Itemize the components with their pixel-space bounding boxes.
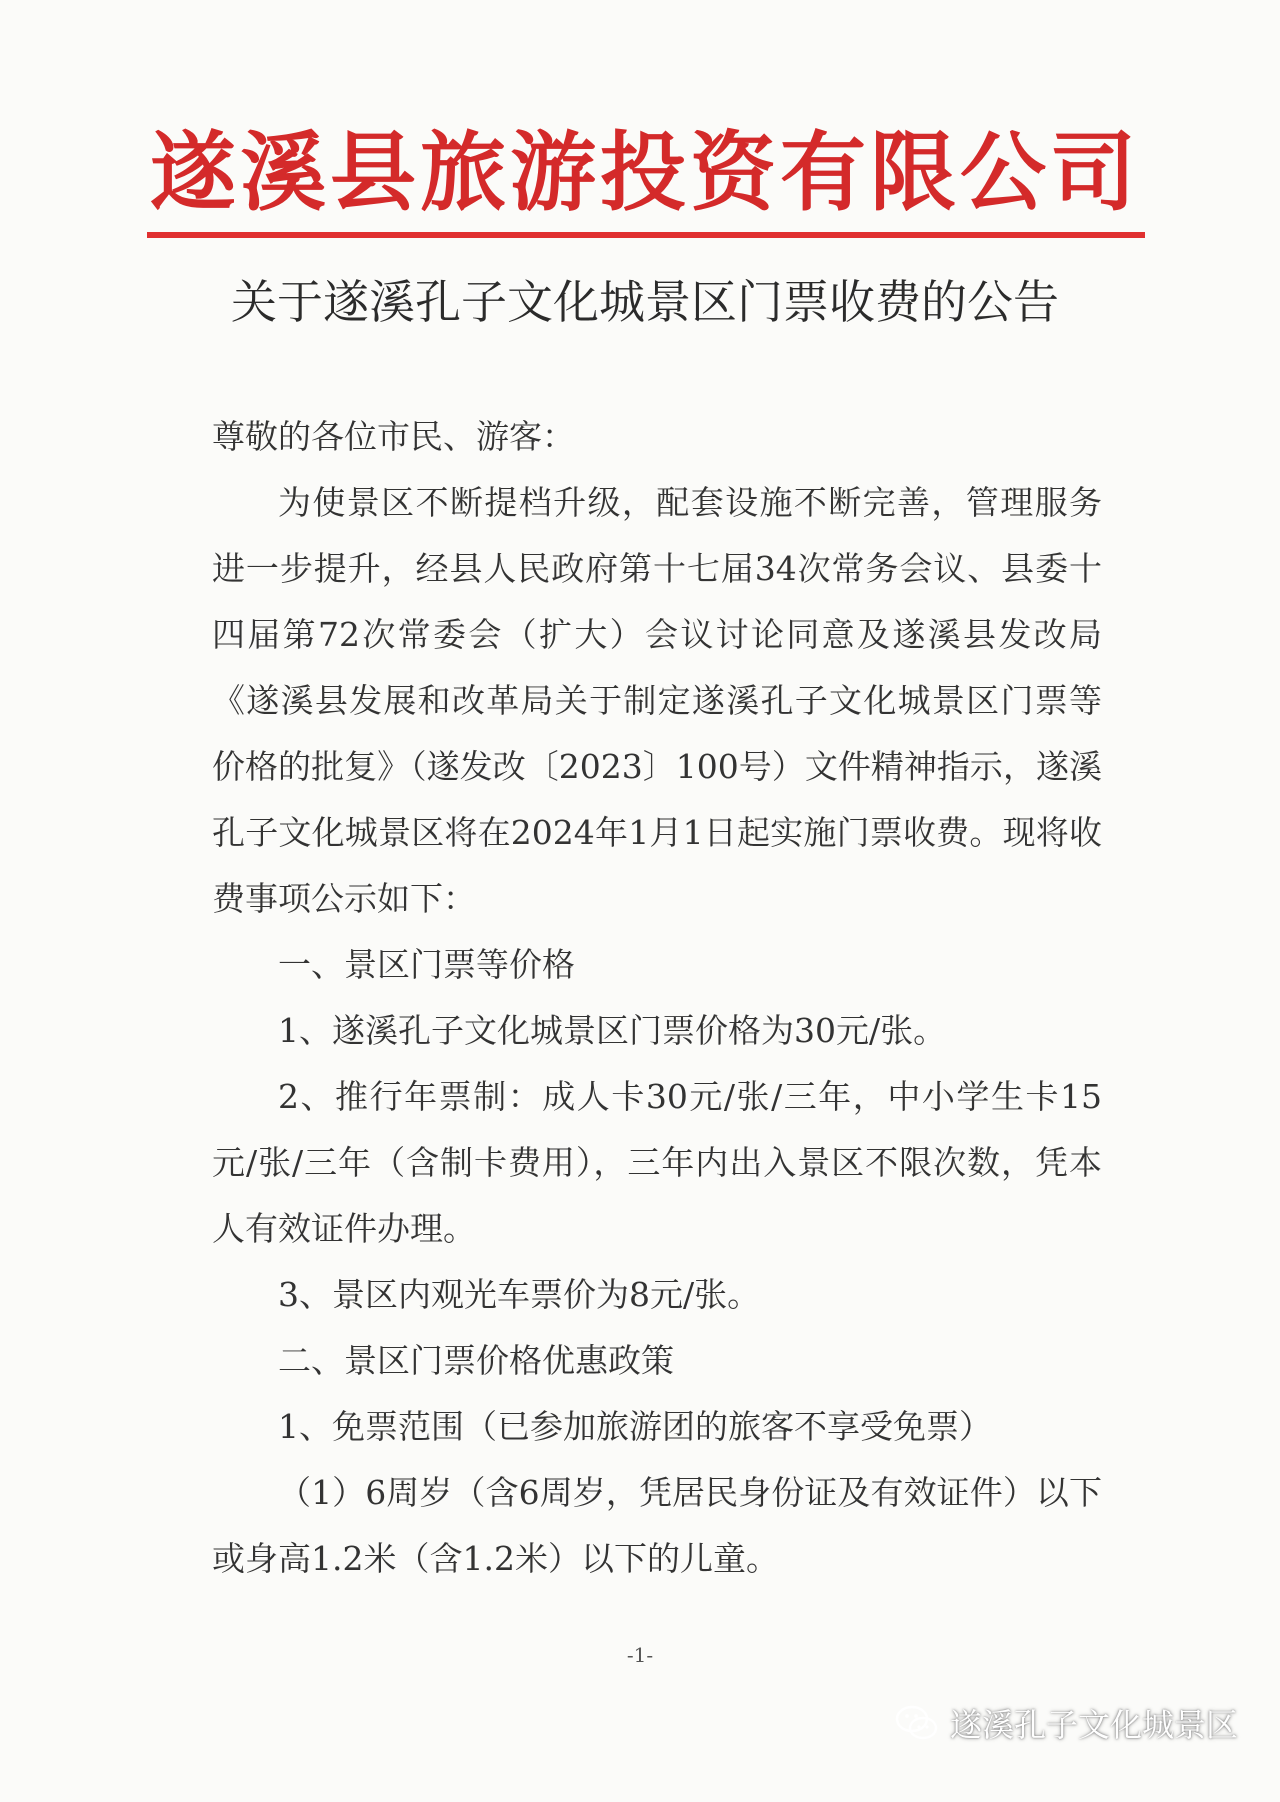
wechat-icon: [894, 1703, 940, 1743]
section1-item-2: 2、推行年票制：成人卡30元/张/三年，中小学生卡15元/张/三年（含制卡费用），三年内出入景区不限次数，凭本人有效证件办理。: [212, 1077, 1102, 1248]
document-body: [212, 404, 1102, 1592]
section2-sub-1: 1、免票范围（已参加旅游团的旅客不享受免票）: [278, 1407, 992, 1446]
section2-sub1-item-1: （1）6周岁（含6周岁，凭居民身份证及有效证件）以下或身高1.2米（含1.2米）以下的儿童。: [212, 1473, 1102, 1578]
letterhead: 遂溪县旅游投资有限公司: [150, 123, 1140, 223]
section1-item-1: 1、遂溪孔子文化城景区门票价格为30元/张。: [278, 1011, 947, 1050]
red-rule: [147, 232, 1145, 238]
page-title: 关于遂溪孔子文化城景区门票收费的公告: [231, 275, 1059, 329]
watermark-text: 遂溪孔子文化城景区: [949, 1706, 1238, 1744]
intro-paragraph: 为使景区不断提档升级，配套设施不断完善，管理服务进一步提升，经县人民政府第十七届34次常务会议、县委十四届第72次常委会（扩大）会议讨论同意及遂溪县发改局《遂溪县发展和改革局关于制定遂溪孔子文化城景区门票等价格的批复》（遂发改〔2023〕100号）文件精神指示，遂溪孔子文化城景区将在2024年1月1日起实施门票收费。现将收费事项公示如下：: [212, 483, 1102, 918]
watermark: [894, 1700, 1238, 1746]
page-number: -1-: [626, 1643, 654, 1667]
section-heading-2: 二、景区门票价格优惠政策: [278, 1341, 674, 1380]
section-heading-1: 一、景区门票等价格: [278, 945, 575, 984]
section1-item-3: 3、景区内观光车票价为8元/张。: [278, 1275, 761, 1314]
salutation: 尊敬的各位市民、游客：: [212, 417, 575, 456]
